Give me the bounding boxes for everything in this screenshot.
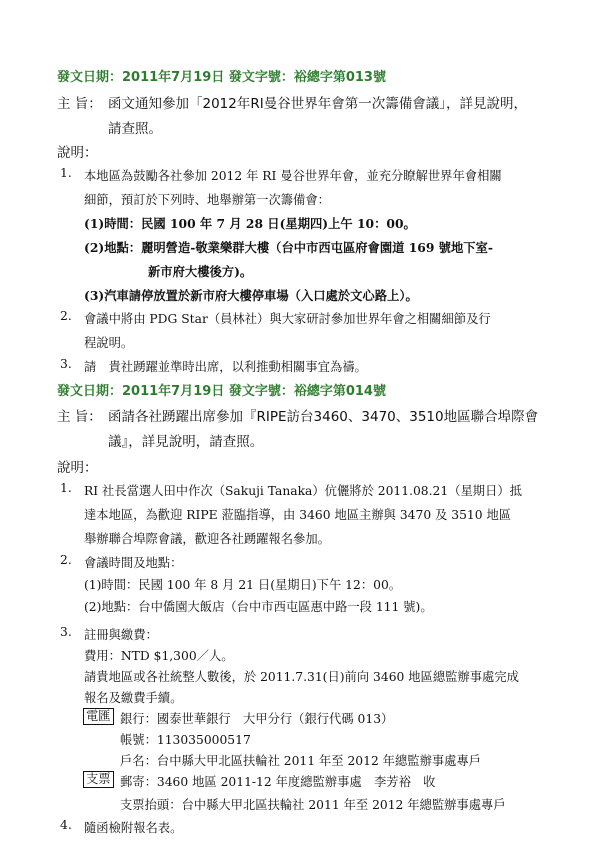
doc1-explain-label: 說明： (57, 145, 98, 161)
doc2-item2-place: (2)地點：台中僑園大飯店（台中市西屯區惠中路一段 111 號)。 (84, 600, 433, 614)
check-label: 支票 (83, 771, 114, 788)
doc1-item2-line2: 程說明。 (84, 336, 134, 350)
doc1-item1-place2: 新市府大樓後方)。 (148, 264, 253, 279)
doc1-item3-line1: 請 貴社踴躍並準時出席，以利推動相關事宜為禱。 (84, 360, 367, 374)
doc2-item1-line1: RI 社長當選人田中作次（Sakuji Tanaka）伉儷將於 2011.08.21（星期日）抵 (84, 484, 522, 498)
wire-account: 帳號：113035000517 (120, 733, 251, 747)
doc2-item3-num: 3. (60, 625, 72, 639)
check-payee: 支票抬頭：台中縣大甲北區扶輪社 2011 年至 2012 年總監辦事處專戶 (120, 798, 506, 812)
wire-name: 戶名：台中縣大甲北區扶輪社 2011 年至 2012 年總監辦事處專戶 (120, 754, 482, 768)
doc1-item1-parking: (3)汽車請停放置於新市府大樓停車場（入口處於文心路上）。 (84, 288, 418, 303)
doc2-header: 發文日期：2011年7月19日 發文字號：裕總字第014號 (57, 384, 386, 399)
doc1-header: 發文日期：2011年7月19日 發文字號：裕總字第013號 (57, 70, 386, 85)
wire-transfer-label: 電匯 (83, 708, 114, 725)
doc1-item3-num: 3. (60, 357, 72, 371)
doc2-item2-line1: 會議時間及地點： (84, 556, 183, 570)
doc1-item2-line1: 會議中將由 PDG Star（員林社）與大家研討參加世界年會之相關細節及行 (84, 312, 491, 326)
doc1-subject-line1: 函文通知參加「2012年RI曼谷世界年會第一次籌備會議」，詳見說明， (108, 96, 527, 112)
doc2-item4-num: 4. (60, 818, 72, 832)
doc2-subject-line2: 議』，詳見說明，請查照。 (108, 434, 264, 450)
doc2-subject-line1: 函請各社踴躍出席參加『RIPE訪台3460、3470、3510地區聯合埠際會 (108, 409, 539, 425)
doc2-item4-line1: 隨函檢附報名表。 (84, 821, 183, 835)
doc2-subject-label: 主 旨： (57, 409, 102, 425)
doc2-item3-note2: 報名及繳費手續。 (84, 691, 183, 705)
doc1-subject-line2: 請查照。 (108, 121, 162, 137)
doc2-item1-num: 1. (60, 481, 72, 495)
check-mail: 郵寄：3460 地區 2011-12 年度總監辦事處 李芳裕 收 (120, 775, 436, 789)
wire-bank: 銀行：國泰世華銀行 大甲分行（銀行代碼 013） (120, 712, 394, 726)
doc1-item1-line1: 本地區為鼓勵各社參加 2012 年 RI 曼谷世界年會，並充分瞭解世界年會相關 (84, 169, 502, 183)
doc2-explain-label: 說明： (57, 460, 98, 476)
doc2-item3-line1: 註冊與繳費： (84, 628, 158, 642)
doc2-item3-fee: 費用：NTD $1,300／人。 (84, 649, 234, 663)
doc1-item1-num: 1. (60, 166, 72, 180)
doc1-item1-place1: (2)地點：麗明營造-敬業樂群大樓（台中市西屯區府會園道 169 號地下室- (84, 240, 493, 255)
doc1-item2-num: 2. (60, 309, 72, 323)
doc2-item3-note1: 請貴地區或各社統整人數後，於 2011.7.31(日)前向 3460 地區總監辦事處完成 (84, 670, 519, 684)
doc2-item1-line3: 舉辦聯合埠際會議，歡迎各社踴躍報名參加。 (84, 532, 330, 546)
doc2-item2-time: (1)時間：民國 100 年 8 月 21 日(星期日)下午 12：00。 (84, 578, 402, 592)
doc2-item1-line2: 達本地區，為歡迎 RIPE 蒞臨指導，由 3460 地區主辦與 3470 及 3510 地區 (84, 508, 512, 522)
doc1-item1-line2: 細節，預訂於下列時、地舉辦第一次籌備會： (84, 193, 330, 207)
doc2-item2-num: 2. (60, 553, 72, 567)
doc1-item1-time: (1)時間：民國 100 年 7 月 28 日(星期四)上午 10：00。 (84, 216, 416, 231)
doc1-subject-label: 主 旨： (57, 96, 102, 112)
